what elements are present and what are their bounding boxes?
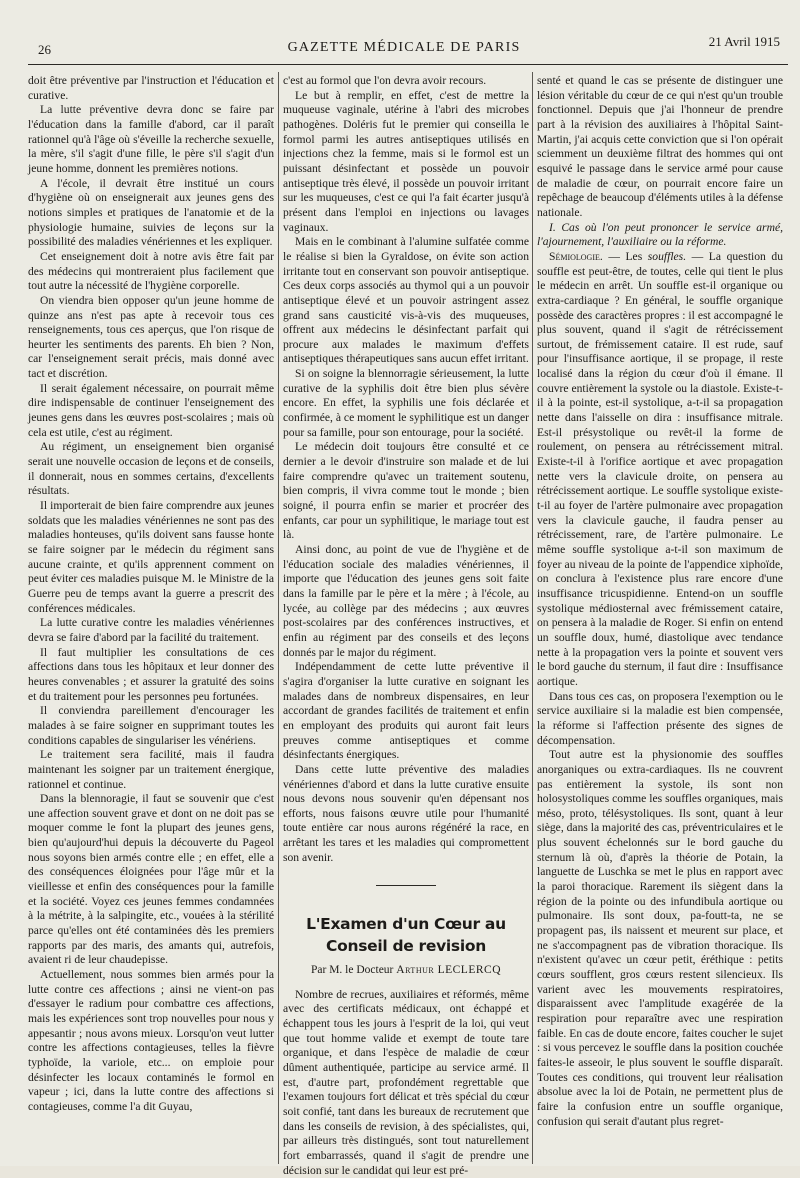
header-rule <box>28 64 788 65</box>
separator-rule <box>376 885 436 886</box>
paragraph: Il serait également nécessaire, on pourrait même dire indispensable de continuer l'enseignement des jeunes gens dans les œuvres post-scolaires ; mais où cela est utile, c'est au régiment. <box>28 381 274 439</box>
paragraph: Au régiment, un enseignement bien organisé serait une nouvelle occasion de leçons et de conseils, il donnerait, nous en sommes certains, d'excellents résultats. <box>28 440 274 498</box>
paragraph: Dans cette lutte préventive des maladies vénériennes d'abord et dans la lutte curative ensuite nous devons nous souvenir qu'en dépensant nos efforts, nous faisons œuvre utile pour l'humanité toute entière car nous aurons régénéré la race, en arrêtant les tares et les maladies qui compromettent son avenir. <box>283 762 529 864</box>
paragraph: Cet enseignement doit à notre avis être fait par des médecins qui montreraient plus facilement que tout autre la nécessité de l'hygiène corporelle. <box>28 249 274 293</box>
semiologie-dash: — Les <box>602 249 648 263</box>
semiologie-label: Sémiologie. <box>549 249 603 263</box>
paragraph: A l'école, il devrait être institué un cours d'hygiène où on enseignerait aux jeunes gens des notions simples et pratiques de l'anatomie et de la physiologie humaine, suivies de leçons sur la possibilité des maladies vénériennes et les expliquer. <box>28 176 274 249</box>
journal-title: GAZETTE MÉDICALE DE PARIS <box>287 40 521 55</box>
paragraph: La lutte curative contre les maladies vénériennes devra se faire d'abord par la facilité du traitement. <box>28 616 274 644</box>
paragraph-text: — La question du souffle est peut-être, de toutes, celle qui tient le plus le médecin en arrêt. Un souffle est-il organique ou extra-cardiaque ? En général, le souffle organique possède des caractères propres : il est accompagné le plus souvent, quand il s'agit de rétrécissement surtout, de frémissement cataire. Il est rude, sauf pour l'insuffisance aortique, il se propage, il reste localisé dans la région du cœur d'où il émane. Il couvre entièrement la systole ou la diastole. Existe-t-il à la pointe, est-il systolique, a-t-il sa propagation nette dans l'aisselle on dira : insuffisance mitrale. Est-il présystolique ou revêt-il la forme de roulement, on pensera au rétrécissement mitral. Existe-t-il à l'orifice aortique et avec propagation nette vers la clavicule droite, on pensera au rétrécissement aortique. Le souffle systolique existe-t-il au foyer de l'artère pulmonaire avec propagation vers la clavicule gauche, il faudra penser au rétrécissement, rare, de l'artère pulmonaire. Le même souffle systolique a-t-il son maximum de foyer au niveau de la pointe de l'appendice xiphoïde, on conclura à l'existence plus rare encore d'une insuffisance tricuspidienne. Entend-on un souffle systolique médiosternal avec frémissement cataire, on pensera à la maladie de Roger. Si enfin on entend un souffle doux, humé, diastolique avec tendance nette à la propagation vers la pointe et souvent vers le bord gauche du sternum, il faut dire : Insuffisance aortique. <box>537 249 783 688</box>
paragraph: Le médecin doit toujours être consulté et ce dernier a le devoir d'instruire son malade et de lui faire comprendre qu'avec un traitement soutenu, bien compris, il vivra comme tout le monde ; bien soigné, il pourra enfin se marier et procréer des enfants, car pour un syphilitique, le mariage tout est là. <box>283 440 529 542</box>
paragraph: Dans la blennoragie, il faut se souvenir que c'est une affection souvent grave et dont on ne doit pas se moquer comme le font la plupart des jeunes gens, bien qu'aujourd'hui depuis la découverte du Pageol nous soyons bien armés contre elle ; en effet, elle a des conséquences éloignées pour l'âge mûr et la vieillesse et enfin des conséquences pour la famille et la société. Voyez ces jeunes femmes condamnées à la métrite, à la salpingite, etc., vouées à la stérilité parce qu'elles ont été contaminées dès les premiers rapports par des maris, des amants qui, autrefois, avaient ri de leur chaudepisse. <box>28 792 274 967</box>
paragraph: La lutte préventive devra donc se faire par l'éducation dans la famille d'abord, car il paraît rationnel qu'à l'âge où s'éveille la recherche sexuelle, la mère, s'il s'agit d'une fille, le père s'il s'agit d'un jeune homme, donnent les premières notions. <box>28 103 274 175</box>
paragraph: Mais en le combinant à l'alumine sulfatée comme le réalise si bien la Gyraldose, on évite son action irritante tout en conservant son pouvoir antiseptique. Ces deux corps associés au thymol qui a un pouvoir antiseptique élevé et un pouvoir astringent assez grand sans causticité vis-à-vis des muqueuses, offrent aux médecins le désinfectant parfait qui procure aux malades le maximum d'effets antiseptiques thérapeutiques sans aucun effet irritant. <box>283 235 529 366</box>
page-header <box>28 34 780 62</box>
paragraph <box>537 250 783 690</box>
paragraph: Dans tous ces cas, on proposera l'exemption ou le service auxiliaire si la maladie est bien compensée, la réforme si l'affection présente des signes de décompensation. <box>537 689 783 747</box>
column-divider-1 <box>278 72 279 1164</box>
paragraph: Il conviendra pareillement d'encourager les malades à se faire soigner en supprimant toutes les conditions capables de singulariser les vénériens. <box>28 704 274 747</box>
issue-date: 21 Avril 1915 <box>708 34 780 49</box>
paragraph: Actuellement, nous sommes bien armés pour la lutte contre ces affections ; ainsi ne vient-on pas d'essayer le radium pour combattre ces affections, mais les expériences sont trop nouvelles pour nous y appesantir ; nous avons mieux. Lorsqu'on veut lutter contre les affections contagieuses, telles la fièvre typhoïde, la variole, etc... on emploie pour désinfecter les locaux contaminés le formol en vapeur ; ici, dans la lutte contre des affections si contagieuses, comme l'a dit Guyau, <box>28 968 274 1113</box>
byline-author: Arthur LECLERCQ <box>396 964 501 977</box>
column-divider-2 <box>532 72 533 1164</box>
section-heading: I. Cas où l'on peut prononcer le service armé, l'ajournement, l'auxiliaire ou la réforme. <box>537 220 783 249</box>
article-title: L'Examen d'un Cœur au Conseil de revision <box>306 915 506 956</box>
byline-prefix: Par M. le Docteur <box>310 964 394 977</box>
paragraph: On viendra bien opposer qu'un jeune homme de quinze ans n'est pas apte à recevoir tous ces renseignements, tous ces aperçus, que l'on risque de heurter les sentiments des parents. Eh bien ? Non, car l'enseignement serait précis, mais donné avec tact et discrétion. <box>28 293 274 381</box>
paragraph: senté et quand le cas se présente de distinguer une lésion véritable du cœur de ce qui n'est qu'un trouble fonctionnel. Depuis que j'ai l'honneur de prendre part à la révision des auxiliaires à l'hôpital Saint-Martin, j'ai acquis cette conviction que si l'on opérait sciemment un deuxième filtrat des hommes qui ont esquivé le passage dans le service armé pour cause de maladie de cœur, on pourrait encore faire un repêchage de beaucoup d'éléments utiles à la défense nationale. <box>537 74 783 219</box>
column-2 <box>283 74 529 1177</box>
paragraph: doit être préventive par l'instruction et l'éducation et curative. <box>28 74 274 102</box>
paragraph: c'est au formol que l'on devra avoir recours. <box>283 74 487 87</box>
paragraph: Il faut multiplier les consultations de ces affections dans tous les hôpitaux et leur donner des heures convenables ; et assurer la gratuité des soins et du traitement pour les personnes peu fortunées. <box>28 645 274 703</box>
article-separator <box>283 879 529 903</box>
column-3 <box>537 74 783 1162</box>
paragraph: Ainsi donc, au point de vue de l'hygiène et de l'éducation sociale des maladies vénériennes, il importe que l'éducation des jeunes gens soit faite dans la famille par le père et la mère ; à l'école, au lycée, au collège par des médecins ; aux œuvres post-scolaires par des conférences instructives, et enfin au régiment par des conseils et des leçons donnés par le major du régiment. <box>283 543 529 659</box>
paragraph: Le traitement sera facilité, mais il faudra maintenant les soigner par un traitement énergique, rationnel et continue. <box>28 748 274 791</box>
paragraph: Le but à remplir, en effet, c'est de mettre la muqueuse vaginale, utérine à l'abri des microbes pathogènes. Doléris fut le premier qui conseilla le formol parmi les autres antiseptiques utilisés en injections chez la femme, mais si le formol est un puissant désinfectant et possède un pouvoir antiseptique très élevé, il possède un pouvoir irritant sur les muqueuses, c'est ce qui l'a fait écarter jusqu'à présent dans l'emploi en injections ou lavages vaginaux. <box>283 88 529 234</box>
column-1 <box>28 74 274 1162</box>
paragraph: Si on soigne la blennorragie sérieusement, la lutte curative de la syphilis doit être bien plus sévère encore. En effet, la syphilis une fois déclarée et confirmée, à ce moment le syphilitique est un danger pour sa famille, pour son entourage, pour la société. <box>283 367 529 439</box>
paragraph: Tout autre est la physionomie des souffles anorganiques ou extra-cardiaques. Ils ne couvrent pas entièrement la systole, ils sont non holosystoliques comme les souffles organiques, mais méso, proto, télésystoliques. Ils sont, quant à leur siège, dans la majorité des cas, préventriculaires et le plus souvent échelonnés sur le bord gauche du sternum là où, d'après la théorie de Potain, la languette de Luschka se met le plus en rapport avec la paroi thoracique. Rarement ils siègent dans la région de la pointe ou des infundibula aortique ou pulmonaire. Ils sont doux, pa-foutt-ta, ne se propagent pas, ils naissent et meurent sur place, et ne s'accompagnent pas de vibration thoracique. Ils n'existent qu'avec un cœur petit, éréthique : petits cœurs soufflent, gros cœurs restent silencieux. Ils varient avec les mouvements respiratoires, disparaissent avec l'amplitude exagérée de la respiration pour reparaître avec une respiration faible. En cas de doute encore, faites coucher le sujet : si vous percevez le souffle dans la position couchée faites-le asseoir, le plus souvent le souffle disparaît. Toutes ces conditions, qui trouvent leur réalisation absolue avec la loi de Potain, ne permettent plus de faire la confusion entre un souffle organique, confusion qui serait d'autant plus regret- <box>537 748 783 1128</box>
souffles-term: souffles. <box>647 249 687 263</box>
paragraph: Il importerait de bien faire comprendre aux jeunes soldats que les maladies vénériennes ne sont pas des maladies honteuses, qu'ils doivent sans fausse honte se faire soigner par le médecin du régiment sans aucune crainte, et qu'ils apprennent comment on peut éviter ces maladies puisque M. le Ministre de la Guerre peu de temps avant la guerre a prescrit des conférences médicales. <box>28 499 274 615</box>
byline <box>283 963 529 978</box>
paragraph: Nombre de recrues, auxiliaires et réformés, même avec des certificats médicaux, ont échappé et échappent tous les jours à l'esprit de la loi, qui veut que tout homme valide et exempt de toute tare organique, et dans l'espèce de maladie de cœur dûment authentiquée, participe au service armé. Il est, d'autre part, profondément regrettable que l'examen toujours fort délicat et très spécial du cœur soit confié, tant dans les bureaux de recrutement que dans les conseils de revision, à des spécialistes, qui, par ailleurs très distingués, sont tout naturellement fort embarrassés, quand il s'agit de prendre une décision sur le candidat qui leur est pré- <box>283 987 529 1177</box>
page-number: 26 <box>38 42 51 57</box>
paragraph: Indépendamment de cette lutte préventive il s'agira d'organiser la lutte curative en soignant les malades dans de nombreux dispensaires, en leur accordant de grandes facilités de traitement et enfin en employant des produits qui auront fait leurs preuves comme antiseptiques et comme désinfectants énergiques. <box>283 660 529 762</box>
